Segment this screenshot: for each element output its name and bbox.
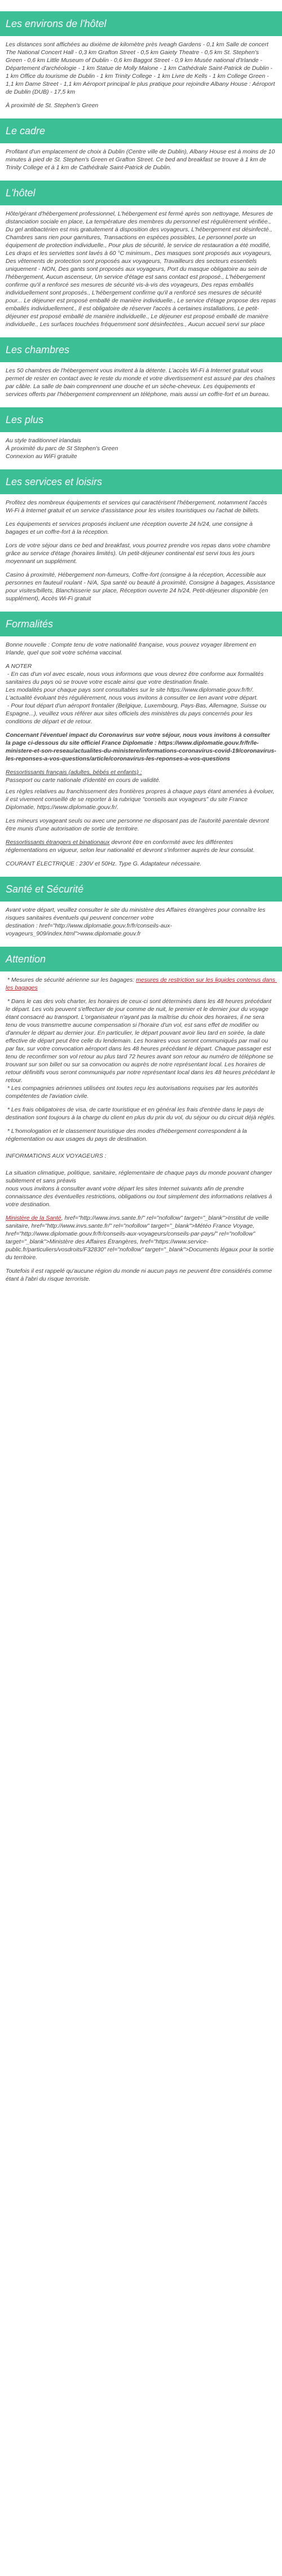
liquides-restriction-link[interactable]: mesures de restriction sur les liquides contenus dans les bagages bbox=[6, 977, 277, 991]
formalites-ressortissants-label: Ressortissants français (adultes, bébés et enfants) : bbox=[6, 769, 142, 776]
attention-informations-heading: INFORMATIONS AUX VOYAGEURS : bbox=[6, 1153, 107, 1159]
section-header-cadre: Le cadre bbox=[0, 118, 282, 143]
sante-description: Avant votre départ, veuillez consulter le site du ministère des Affaires étrangères pour connaître les risques sanitaires éventuels qui peuvent concerner votre destination : href="http://www.diplomatie.gouv.fr/fr/conseils-aux-voyageurs_909/index.html">www.diplomatie.gouv.fr bbox=[6, 907, 266, 937]
section-header-hotel: L'hôtel bbox=[0, 181, 282, 205]
section-header-environs: Les environs de l'hôtel bbox=[0, 11, 282, 36]
cadre-description: Profitant d'un emplacement de choix à Dublin (Centre ville de Dublin), Albany House est à moins de 10 minutes à pied de St. Stephen's Green et Grafton Street. Ce bed and breakfast se trouve à 1 km de Trinity College et à 1 km de Cathédrale Saint-Patrick de Dublin. bbox=[6, 148, 277, 171]
formalites-mineurs: Les mineurs voyageant seuls ou avec une personne ne disposant pas de l'autorité parentale devront être munis d'une autorisation de sortie de territoire. bbox=[6, 817, 271, 832]
attention-terrorisme: Toutefois il est rappelé qu'aucune région du monde ni aucun pays ne peuvent être considérés comme étant à l'abri du risque terroriste. bbox=[6, 1268, 274, 1282]
section-header-formalites: Formalités bbox=[0, 612, 282, 636]
loisirs-equipements: Les équipements et services proposés incluent une réception ouverte 24 h/24, une consigne à bagages et un coffre-fort à la réception. bbox=[6, 521, 254, 535]
hotel-description: Hôte/gérant d'hébergement professionnel, L'hébergement est fermé après son nettoyage, Mesures de distanciation sociale en place, La température des membres du personnel est régulièrement vérifiée., Du gel antibactérien est mis gratuitement à disposition des voyageurs, L'hébergement est désinfecté., Chambres sans rien pour garnitures, Transactions en espèces possibles, Le personnel porte un équipement de protection individuelle., Pour plus de sécurité, le service de restauration a été modifié, Les draps et les serviettes sont lavés à 60 °C minimum., Des masques sont proposés aux voyageurs, Des vêtements de protection sont proposés aux voyageurs, Travailleurs des secteurs essentiels uniquement - NON, Des gants sont proposés aux voyageurs, Port du masque obligatoire au sein de l'hébergement, Aucun ascenseur, Un service d'étage est sans contact est proposé., L'hébergement confirme qu'il a renforcé ses mesures de sécurité vis-à-vis des voyageurs, Des repas emballés individuellement sont proposés., L'hébergement confirme qu'il a renforcé ses mesures de sécurité pour... Le déjeuner est proposé emballé de manière individuelle., Le service d'étage propose des repas emballés individuellement., Il est obligatoire de réserver l'accès à certaines installations, Le petit-déjeuner est proposé emballé de manière individuelle., Le déjeuner est proposé emballé de manière individuelle., Les surfaces touchées fréquemment sont désinfectées., Aucun accueil servi sur place bbox=[6, 210, 278, 328]
formalites-etrangers-text: devront être en conformité avec les différentes réglementations en vigueur, selon leur nationalité et devront s'informer auprès de leur consulat. bbox=[6, 839, 255, 854]
hotel-details-page bbox=[0, 11, 282, 1283]
ministere-sante-link[interactable]: Ministère de la Santé bbox=[6, 1215, 61, 1221]
section-header-attention: Attention bbox=[0, 947, 282, 972]
attention-vols-charter: * Dans le cas des vols charter, les horaires de ceux-ci sont déterminés dans les 48 heures précédant le départ. Les vols peuvent s'effectuer de jour comme de nuit, le premier et le dernier jour du voyage étant consacré au transport. L'organisateur n'ayant pas la maîtrise du choix des horaires, il ne sera tenu de vous transmettre aucune compensation si l'horaire d'un vol, est sans effet de modifier ou d'annuler le départ au dernier jour. En particulier, le départ pouvant avoir lieu tard en soirée, la date effective de départ peut être celle du lendemain. Les horaires vous seront communiqués par mail ou par fax, sur votre convocation aéroport dans les 48 heures précédant le départ. Chaque passager est tenu de reconfirmer son vol retour au plus tard 72 heures avant son retour au numéro de téléphone se trouvant sur son billet ou sur sa convocation ou auprès de notre représentant local. Les horaires de retour définitifs vous seront communiqués par notre représentant local dans les 48 heures précédant le retour. * Les compagnies aériennes utilisées ont toutes reçu les autorisations requises par les autorités compétentes de l'aviation civile. bbox=[6, 998, 276, 1100]
section-header-sante: Santé et Sécurité bbox=[0, 877, 282, 902]
attention-frais: * Les frais obligatoires de visa, de carte touristique et en général les frais d'entrée dans le pays de destination sont toujours à la charge du client en plus du prix du vol, du séjour ou du circuit déjà réglés. bbox=[6, 1106, 276, 1121]
attention-situation: La situation climatique, politique, sanitaire, réglementaire de chaque pays du monde pouvant changer subitement et sans préavis nous vous invitons à consulter avant votre départ les sites Internet suivants afin de prendre connaissance des éventuelles restrictions, obligations ou tout simplement des informations relatives à votre destination. bbox=[6, 1170, 272, 1208]
attention-liens-text: , href="http://www.invs.sante.fr/" rel="nofollow" target="_blank">Institut de veille sanitaire, href="http://www.invs.sante.fr/" rel="nofollow" target="_blank">Météo France Voyage, href="http://www.diplomatie.gouv.fr/fr/conseils-aux-voyageurs/conseils-par-pays/" rel="nofollow" target="_blank">Ministère des Affaires Étrangères, href="https://www.service-public.fr/particuliers/vosdroits/F32830" rel="nofollow" target="_blank">Documents légaux pour la sortie du territoire. bbox=[6, 1215, 276, 1261]
formalites-ressortissants bbox=[6, 768, 276, 784]
attention-bagages bbox=[6, 976, 276, 992]
environs-distances: Les distances sont affichées au dixième de kilomètre près Iveagh Gardens - 0,1 km Salle de concert The National Concert Hall - 0,3 km Grafton Street - 0,5 km Gaiety Theatre - 0,5 km St. Stephen's Green - 0,6 km Little Museum of Dublin - 0,6 km Baggot Street - 0,9 km Musée national d'Irlande - Département d'archéologie - 1 km Statue de Molly Malone - 1 km Cathédrale Saint-Patrick de Dublin - 1 km Office du tourisme de Dublin - 1 km Trinity College - 1 km Livre de Kells - 1 km College Green - 1,1 km Dame Street - 1,1 km Aéroport principal le plus pratique pour rejoindre Albany House : Aéroport de Dublin (DUB) - 17,5 km bbox=[6, 41, 277, 95]
loisirs-intro: Profitez des nombreux équipements et services qui caractérisent l'hébergement, notamment l'accès Wi-Fi à Internet gratuit et un service d'assistance pour les visites touristiques ou l'achat de billets. bbox=[6, 499, 269, 514]
plus-list: Au style traditionnel irlandais À proximité du parc de St Stephen's Green Connexion au WiFi gratuite bbox=[6, 437, 118, 460]
loisirs-services-list: Casino à proximité, Hébergement non-fumeurs, Coffre-fort (consigne à la réception, Accessible aux personnes en fauteuil roulant - N/A, Spa santé ou beauté à proximité, Consigne à bagages, Assistance pour visites/billets, Blanchisserie sur place, Réception ouverte 24 h/24, Petit-déjeuner disponible (en supplément), Accès Wi-Fi gratuit bbox=[6, 572, 277, 602]
formalites-courant: COURANT ÉLECTRIQUE : 230V et 50Hz. Type G. Adaptateur nécessaire. bbox=[6, 860, 202, 867]
formalites-intro: Bonne nouvelle : Compte tenu de votre nationalité française, vous pouvez voyager librement en Irlande, quel que soit votre schéma vaccinal. bbox=[6, 641, 258, 656]
chambres-description: Les 50 chambres de l'hébergement vous invitent à la détente. L'accès Wi-Fi à Internet gratuit vous permet de rester en contact avec le reste du monde et votre divertissement est assuré par des chaînes par câble. La salle de bain comprennent une douche et un sèche-cheveux. Les équipements et services offerts par l'hébergement comprennent un téléphone, mais aussi un coffre-fort et un bureau. bbox=[6, 367, 277, 398]
attention-liens bbox=[6, 1214, 276, 1261]
section-header-loisirs: Les services et loisirs bbox=[0, 469, 282, 494]
environs-proximity: À proximité de St. Stephen's Green bbox=[6, 102, 99, 109]
attention-bagages-text: * Mesures de sécurité aérienne sur les bagages: bbox=[6, 977, 136, 983]
formalites-coronavirus: Concernant l'éventuel impact du Coronavirus sur votre séjour, nous vous invitons à consulter la page ci-dessous du site officiel France Diplomatie : https://www.diplomatie.gouv.fr/fr/le-ministere-et-son-reseau/actualites-du-ministere/informations-coronavirus-covid-19/coronavirus-les-reponses-a-vos-questions/article/coronavirus-les-reponses-a-vos-questions bbox=[6, 732, 276, 762]
formalites-ressortissants-text: Passeport ou carte nationale d'identité en cours de validité. bbox=[6, 777, 161, 784]
loisirs-repas: Lors de votre séjour dans ce bed and breakfast, vous pourrez prendre vos repas dans votre chambre grâce au service d'étage (horaires limités). Un petit-déjeuner continental est servi tous les jours moyennant un supplément. bbox=[6, 542, 272, 565]
section-header-chambres: Les chambres bbox=[0, 337, 282, 362]
formalites-a-noter: A NOTER - En cas d'un vol avec escale, nous vous informons que vous devrez être conforme aux formalités sanitaires du pays où se trouve votre escale ainsi que votre destination finale. Les modalités pour chaque pays sont consultables sur le site https://www.diplomatie.gouv.fr/fr/. L'actualité évoluant très régulièrement, nous vous invitons à consulter ce lien avant votre départ. - Pour tout départ d'un aéroport frontalier (Belgique, Luxembourg, Pays-Bas, Allemagne, Suisse ou Espagne...), veuillez vous référer aux sites officiels des ministères du pays concernés pour les conditions de départ et de retour. bbox=[6, 663, 267, 725]
formalites-etrangers-label: Ressortissants étrangers et binationaux bbox=[6, 839, 110, 846]
attention-homologation: * L'homologation et le classement touristique des modes d'hébergement correspondent à la réglementation ou aux usages du pays de destination. bbox=[6, 1128, 249, 1142]
formalites-etrangers bbox=[6, 838, 276, 854]
section-header-plus: Les plus bbox=[0, 407, 282, 432]
formalites-regles: Les règles relatives au franchissement des frontières propres à chaque pays étant amenées à évoluer, il est vivement conseillé de se reporter à la rubrique "conseils aux voyageurs" du site France Diplomatie, https://www.diplomatie.gouv.fr/. bbox=[6, 788, 276, 811]
